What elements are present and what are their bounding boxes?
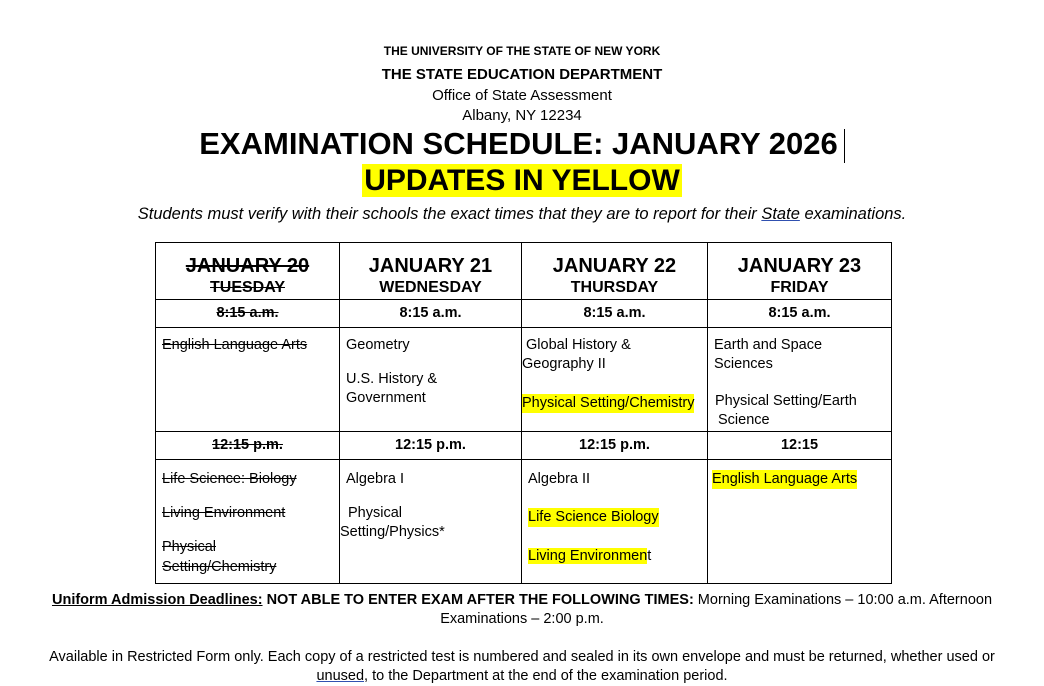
department-name: THE STATE EDUCATION DEPARTMENT [381,66,663,83]
exam-item: Setting/Chemistry [162,559,277,575]
exam-item: Living Environment [162,505,286,521]
afternoon-exams-row [156,460,892,584]
notice-text: Students must verify with their schools the exact times that they are to report for their [137,205,762,223]
time-cell [522,432,708,460]
exam-item-updated [528,547,651,566]
date-label: JANUARY 20 [185,255,310,277]
time-label: 12:15 p.m. [395,437,466,453]
exam-cell [708,328,892,432]
deadline-times-cont: Examinations – 2:00 p.m. [440,611,604,627]
date-label: JANUARY 23 [737,255,862,277]
notice-state-link: State [761,205,800,223]
date-label: JANUARY 21 [368,255,493,277]
exam-cell [156,460,340,584]
time-cell [708,432,892,460]
exam-schedule-table [155,242,892,584]
exam-item: Physical Setting/Earth [715,393,857,409]
exam-item: English Language Arts [162,337,308,353]
exam-item: Earth and Space [714,337,823,353]
deadline-label: Uniform Admission Deadlines: [51,592,263,608]
text-cursor [844,129,845,163]
admission-deadlines [0,591,1044,629]
plain-part: t [647,548,652,564]
exam-cell [340,460,522,584]
time-label: 8:15 a.m. [583,305,646,321]
day-label: TUESDAY [210,279,285,296]
day-label: WEDNESDAY [379,279,482,296]
time-label: 8:15 a.m. [216,305,279,321]
exam-item: U.S. History & [346,371,438,387]
exam-cell [522,460,708,584]
restricted-unused: unused, [316,668,369,684]
date-label: JANUARY 22 [552,255,677,277]
page-title-text: EXAMINATION SCHEDULE: JANUARY 2026 [199,126,838,161]
page-title [0,126,1044,163]
notice-text-end: examinations. [799,205,907,223]
exam-item: Geography II [522,356,606,372]
morning-time-row [156,300,892,328]
exam-cell [708,460,892,584]
day-label: THURSDAY [570,279,659,296]
header-jan20 [156,243,340,300]
exam-item: Physical [348,505,402,521]
time-label: 12:15 [780,437,819,453]
exam-item-updated: English Language Arts [712,471,858,487]
time-label: 12:15 p.m. [579,437,650,453]
updates-text: UPDATES IN YELLOW [364,164,680,197]
time-cell [156,432,340,460]
exam-item: Physical [162,539,216,555]
exam-item: Global History & [526,337,631,353]
updates-banner [0,164,1044,198]
university-name: THE UNIVERSITY OF THE STATE OF NEW YORK [383,44,661,58]
day-label: FRIDAY [770,279,829,296]
exam-item-updated: Life Science Biology [528,509,659,525]
date-header-row [156,243,892,300]
morning-exams-row [156,328,892,432]
time-cell [340,432,522,460]
time-cell [156,300,340,328]
exam-cell [340,328,522,432]
time-cell [522,300,708,328]
afternoon-time-row [156,432,892,460]
exam-item-updated: Physical Setting/Chemistry [522,395,695,411]
verify-notice [0,205,1044,224]
restricted-notice [0,648,1044,686]
header-jan23 [708,243,892,300]
time-label: 12:15 p.m. [212,437,283,453]
exam-item: Sciences [714,356,773,372]
highlight-part: Living Environmen [528,548,648,564]
deadline-warning: NOT ABLE TO ENTER EXAM AFTER THE FOLLOWING TIMES: [262,592,694,608]
deadline-times: Morning Examinations – 10:00 a.m. Afternoon [693,592,993,608]
exam-cell [522,328,708,432]
office-address: Albany, NY 12234 [462,107,582,124]
exam-item: Setting/Physics* [340,524,445,540]
exam-item: Science [718,412,770,428]
time-label: 8:15 a.m. [768,305,831,321]
time-label: 8:15 a.m. [399,305,462,321]
exam-item: Algebra I [346,471,405,487]
exam-item: Geometry [346,337,410,353]
exam-cell [156,328,340,432]
restricted-text: Available in Restricted Form only. Each copy of a restricted test is numbered and sealed in its own envelope and must be returned, whether used or [49,649,995,665]
header-jan22 [522,243,708,300]
office-name: Office of State Assessment [432,87,612,104]
time-cell [340,300,522,328]
exam-item: Algebra II [528,471,591,487]
restricted-text-end: to the Department at the end of the examination period. [368,668,728,684]
exam-item: Government [346,390,426,406]
header-jan21 [340,243,522,300]
exam-item: Life Science: Biology [162,471,297,487]
time-cell [708,300,892,328]
